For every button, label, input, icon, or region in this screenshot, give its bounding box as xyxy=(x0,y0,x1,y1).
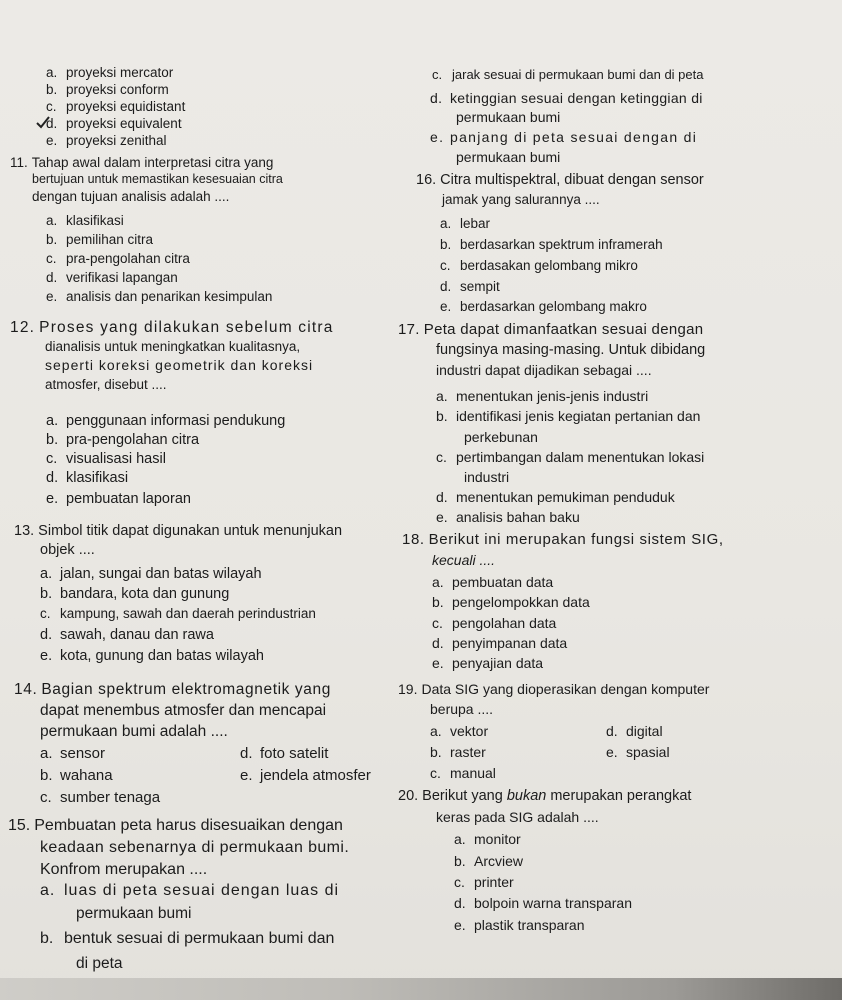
q12-option-b: b. pra-pengolahan citra xyxy=(46,432,200,448)
q10-option-d: d. proyeksi equivalent xyxy=(46,116,182,131)
question-number: 11. xyxy=(10,155,28,170)
q11-option-e: e. analisis dan penarikan kesimpulan xyxy=(46,289,273,304)
q20-option-c: c. printer xyxy=(454,874,514,890)
q10-option-b: b. proyeksi conform xyxy=(46,82,169,97)
question-18: 18. Berikut ini merupakan fungsi sistem SIG, kecuali .... xyxy=(402,531,724,568)
q16-option-e: e. berdasarkan gelombang makro xyxy=(440,299,647,314)
q18-option-b: b. pengelompokkan data xyxy=(432,594,590,610)
q15-option-a-cont: permukaan bumi xyxy=(76,905,192,922)
q13-option-c: c. kampung, sawah dan daerah perindustrian xyxy=(40,606,316,621)
q19-option-c: c. manual xyxy=(430,765,496,781)
q15-option-b-cont: di peta xyxy=(76,955,123,972)
q15-option-a: a. luas di peta sesuai dengan luas di xyxy=(40,882,340,899)
q19-option-b: b. raster xyxy=(430,744,486,760)
question-14: 14. Bagian spektrum elektromagnetik yang dapat menembus atmosfer dan mencapai permukaan bumi adalah .... xyxy=(14,681,331,740)
q10-option-e-cont: permukaan bumi xyxy=(456,149,561,165)
q13-option-d: d. sawah, danau dan rawa xyxy=(40,627,214,643)
q10-option-c: c. proyeksi equidistant xyxy=(46,99,186,114)
q15-option-b: b. bentuk sesuai di permukaan bumi dan xyxy=(40,930,335,947)
q11-option-a: a. klasifikasi xyxy=(46,213,124,228)
answer-checkmark-icon xyxy=(36,115,50,129)
q17-option-b-cont: perkebunan xyxy=(464,429,538,445)
q18-option-c: c. pengolahan data xyxy=(432,615,557,631)
q16-option-c: c. berdasakan gelombang mikro xyxy=(440,258,638,273)
q13-option-e: e. kota, gunung dan batas wilayah xyxy=(40,648,264,664)
q11-option-d: d. verifikasi lapangan xyxy=(46,270,178,285)
q16-option-b: b. berdasarkan spektrum inframerah xyxy=(440,237,663,252)
q10-option-e: e. proyeksi zenithal xyxy=(46,133,167,148)
q19-option-d: d. digital xyxy=(606,723,663,739)
q10-option-a: a. proyeksi mercator xyxy=(46,65,174,80)
q16-option-d: d. sempit xyxy=(440,279,500,294)
question-15: 15. Pembuatan peta harus disesuaikan dengan keadaan sebenarnya di permukaan bumi. Konfrom merupakan .... xyxy=(8,817,350,878)
question-19: 19. Data SIG yang dioperasikan dengan komputer berupa .... xyxy=(398,681,710,717)
q14-option-e: e. jendela atmosfer xyxy=(240,767,371,784)
q18-option-d: d. penyimpanan data xyxy=(432,635,568,651)
q20-option-b: b. Arcview xyxy=(454,853,524,869)
question-12: 12. Proses yang dilakukan sebelum citra dianalisis untuk meningkatkan kualitasnya, seperti koreksi geometrik dan koreksi atmosfer, disebut .... xyxy=(10,319,334,392)
q17-option-c: c. pertimbangan dalam menentukan lokasi xyxy=(436,449,705,465)
q14-option-b: b. wahana xyxy=(40,767,113,784)
q20-option-a: a. monitor xyxy=(454,831,521,847)
q11-option-b: b. pemilihan citra xyxy=(46,232,154,247)
q13-option-b: b. bandara, kota dan gunung xyxy=(40,586,230,602)
question-13: 13. Simbol titik dapat digunakan untuk menunjukan objek .... xyxy=(14,523,343,558)
q13-option-a: a. jalan, sungai dan batas wilayah xyxy=(40,566,262,582)
q20-option-e: e. plastik transparan xyxy=(454,917,585,933)
q17-option-b: b. identifikasi jenis kegiatan pertanian dan xyxy=(436,408,701,424)
q18-option-a: a. pembuatan data xyxy=(432,574,554,590)
q20-option-d: d. bolpoin warna transparan xyxy=(454,895,632,911)
q17-option-c-cont: industri xyxy=(464,469,510,485)
q10-option-e-right: e. panjang di peta sesuai dengan di xyxy=(430,129,698,145)
q16-option-a: a. lebar xyxy=(440,216,491,231)
q14-option-a: a. sensor xyxy=(40,745,106,762)
q14-option-d: d. foto satelit xyxy=(240,745,329,762)
question-11: 11. Tahap awal dalam interpretasi citra yang bertujuan untuk memastikan kesesuaian citra dengan tujuan analisis adalah .... xyxy=(10,155,283,204)
q14-option-c: c. sumber tenaga xyxy=(40,789,161,806)
q12-option-c: c. visualisasi hasil xyxy=(46,451,166,467)
page-bottom-edge xyxy=(0,978,842,1000)
q17-option-d: d. menentukan pemukiman penduduk xyxy=(436,489,675,505)
q17-option-a: a. menentukan jenis-jenis industri xyxy=(436,388,649,404)
q10-option-d-right: d. ketinggian sesuai dengan ketinggian di xyxy=(430,90,703,106)
q12-option-a: a. penggunaan informasi pendukung xyxy=(46,413,286,429)
q19-option-e: e. spasial xyxy=(606,744,670,760)
q10-option-c-right: c. jarak sesuai di permukaan bumi dan di peta xyxy=(432,67,704,82)
q10-option-d-cont: permukaan bumi xyxy=(456,109,561,125)
q18-option-e: e. penyajian data xyxy=(432,655,544,671)
question-16: 16. Citra multispektral, dibuat dengan sensor jamak yang salurannya .... xyxy=(416,172,704,207)
q12-option-e: e. pembuatan laporan xyxy=(46,491,191,507)
question-20: 20. Berikut yang bukan merupakan perangkat keras pada SIG adalah .... xyxy=(398,788,692,825)
q12-option-d: d. klasifikasi xyxy=(46,470,129,486)
q11-option-c: c. pra-pengolahan citra xyxy=(46,251,190,266)
q17-option-e: e. analisis bahan baku xyxy=(436,509,580,525)
q19-option-a: a. vektor xyxy=(430,723,489,739)
question-17: 17. Peta dapat dimanfaatkan sesuai dengan fungsinya masing-masing. Untuk dibidang industri dapat dijadikan sebagai .... xyxy=(398,321,706,378)
